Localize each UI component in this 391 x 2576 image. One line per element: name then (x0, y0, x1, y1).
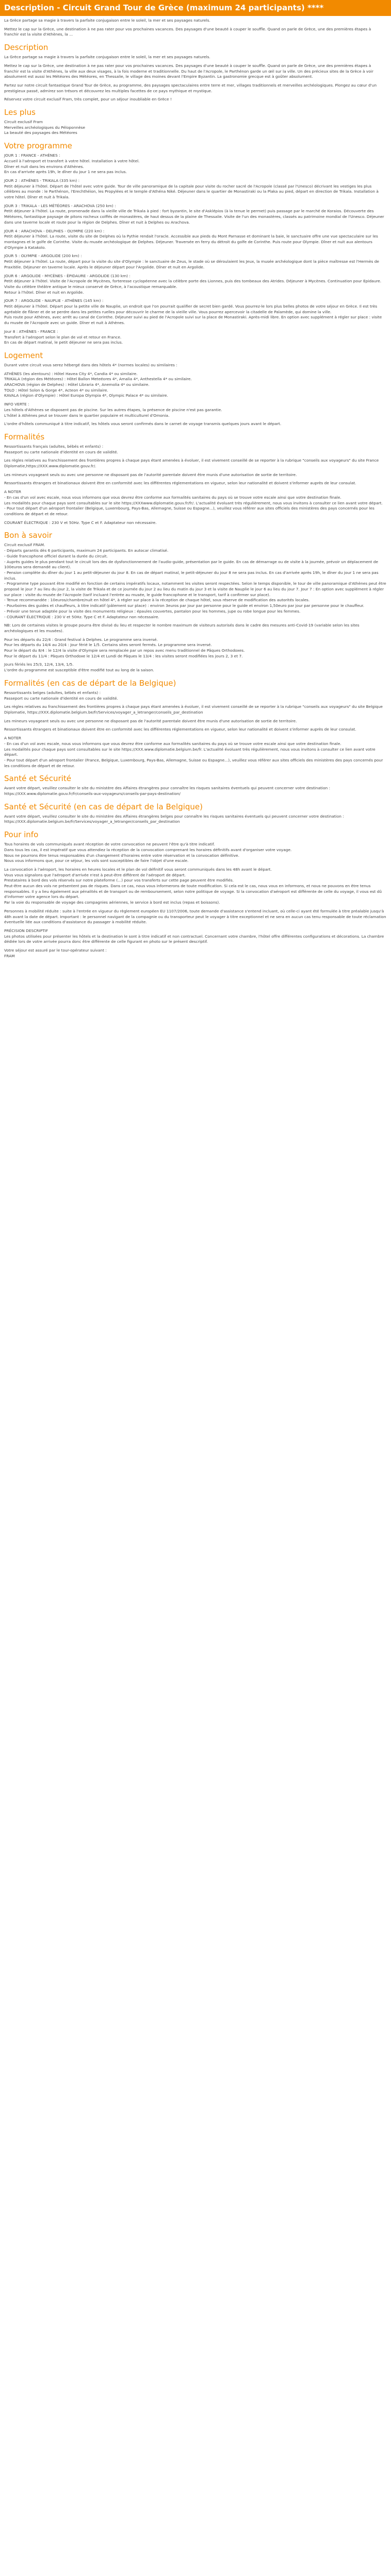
section-paragraph: JOUR 5 : OLYMPIE - ARGOLIDE (200 km) : Petit déjeuner à l'hôtel. La route, départ pour la visite du site d'Olympie : le sanctuaire de Zeus, le stade où se déroulaient les Jeux, la musée archéologique dont la pièce maîtresse est l'Hermès de Praxitèle. Déjeuner en taverne locale. Après le déjeuner départ pour l'Argolide. Dîner et nuit en Argolide. (4, 253, 379, 269)
section-paragraph: Avant votre départ, veuillez consulter le site du ministère des Affaires étrangères belges pour connaître les risques sanitaires éventuels qui peuvent concerner votre destination : https://XXX.diplomatie.belgium.be/fr/Services/voyager_a_letranger/conseils_par_destination (4, 814, 344, 824)
section-paragraph: Partez sur notre circuit fantastique Grand Tour de Grèce, au programme, des paysages spectaculaires entre terre et mer, villages traditionnels et merveilles archéologiques. Plongez au cœur d'un prestigieux passé, admirez son trésors et découvrez les multiples facettes de ce pays mythique et mystique. (4, 82, 377, 93)
section-paragraph: Ressortissants belges (adultes, bébés et enfants) : Passeport ou carte nationale d'identité en cours de validité. (4, 690, 118, 701)
section-10 (4, 829, 387, 959)
section-paragraph: JOUR 2 : ATHÈNES - TRIKALA (335 km) : Petit déjeuner à l'hôtel. Départ de l'hôtel avec votre guide. Tour de ville panoramique de la capitale pour visite du rocher sacré de l'Acropole (classé par l'Unesco) décrivant les vestiges les plus célèbres au monde : le Parthénon, l'Erechthéion, les Propylées et le temple d'Athéna Niké. Déjeuner dans le quartier de Monastiraki ou la Plaka au pied, départ en direction de Trikala. Installation à votre hôtel. Dîner et nuit à Trikala. (4, 178, 379, 200)
section-paragraph: JOUR 1 : FRANCE - ATHÈNES : Accueil à l'aéroport et transfert à votre hôtel. Installation à votre hôtel. Dîner et nuit dans les environs d'Athènes. En cas d'arrivée après 19h, le dîner du jour 1 ne sera pas inclus. (4, 153, 140, 175)
section-paragraph: La convocation à l'aéroport, les horaires en heures locales et le plan de vol définitif vous seront communiqués dans les 48h avant le départ. Vous vous signalons que l'aéroport d'arrivée n'est à peut-être différent de l'aéroport de départ. Prestataires à bord des vols réservés sur notre plateforme (...) pour vos transferts sur cette page peuvent être modifiés. Peut-être aucun des vols ne présentent pas de risques. Dans ce cas, nous vous informerons de toute modification. Si cela est le cas, nous vous en informons, et nous ne pouvons en être tenus responsables. Il y a lieu également aux pénalités et de transport ou de remboursement, selon notre politique de voyage. Si la convocation d'aéroport est différente de celle du voyage, il vous est dû d'informer votre agence lors du départ. Par la voie du responsable de voyage des compagnies aériennes, le service à bord est inclus (repas et boissons). (4, 867, 382, 905)
section-paragraph: INFO VERTE : Les hôtels d'Athènes se disposent pas de piscine. Sur les autres étapes, la présence de piscine n'est pas garantie. L'hôtel à Athènes peut se trouver dans le quartier populaire et multiculturel d'Omonia. (4, 402, 222, 418)
section-paragraph: Votre séjour est assuré par le tour-opérateur suivant : FRAM (4, 948, 107, 958)
section-paragraph: Ressortissants étrangers et binationaux doivent être en conformité avec les différentes réglementations en vigueur, selon leur nationalité et doivent s'informer auprès de leur consulat. (4, 481, 356, 486)
section-heading: Formalités (4, 432, 45, 442)
section-paragraph: Pour les départs du 22/4 : Grand festival à Delphes. Le programme sera inversé. Pour les départs du 14/4 au 20/4 : Jour férié le 1/5. Certains sites seront fermés. Le programme sera inversé. Pour le départ du 8/4 : le 12/4 la visite d'Olympie sera remplacée par un repos avec menu traditionnel de Pâques Orthodoxes. Pour le départ du 11/4 : Pâques Orthodoxe le 12/4 et Lundi de Pâques le 13/4 : les visites seront modifiées les jours 2, 3 et 7. (4, 637, 245, 658)
section-paragraph: Les mineurs voyageant seuls ou avec une personne ne disposant pas de l'autorité parentale doivent être munis d'une autorisation de sortie de territoire. (4, 472, 297, 477)
sections-container (4, 42, 387, 959)
section-paragraph: Jours fériés les 25/3, 12/4, 13/4, 1/5. L'ordre du programme est susceptible d'être modifié tout au long de la saison. (4, 662, 154, 673)
section-paragraph: Tous horaires de vols communiqués avant réception de votre convocation ne peuvent l'être qu'à titre indicatif. Dans tous les cas, il est impératif que vous attendiez la réception de la convocation comprenant les horaires définitifs avant d'organiser votre voyage. Nous ne pourrons être tenus responsables d'un changement d'horaires entre votre réservation et la convocation définitive. Nous vous informons que, pour ce séjour, les vols sont susceptibles de faire l'objet d'une escale. (4, 842, 292, 863)
section-heading: Description (4, 43, 48, 53)
section-paragraph: Les mineurs voyageant seuls ou avec une personne ne disposant pas de l'autorité parentale doivent être munis d'une autorisation de sortie de territoire. (4, 718, 297, 723)
description-content (0, 16, 391, 967)
section-paragraph: ATHÈNES (les alentours) : Hôtel Havea City 4*, Candia 4* ou similaire. TRIKALA (région des Météores) : Hôtel Ballon Meteéores 4*, Amalia 4*, Anthestella 4* ou similaire. ARACHOVA (région de Delphes) : Hôtel Libraria 4*, Anemolia 4* ou similaire. TOLO : Hôtel Solon & Gorge 4*, Acteon 4* ou similaire. KAVALA (région d'Olympie) : Hôtel Europa Olympia 4*, Olympic Palace 4* ou similaire. (4, 371, 192, 398)
section-paragraph: Circuit exclusif FRAM. - Départs garantis dès 6 participants, maximum 24 participants. En autocar climatisé. - Guide francophone officiel durant la durée du circuit. - Auprès guides le plus pendant tout le circuit lors des de dysfonctionnement de l'audio-guide, présentation par le guide. En cas de démarrage ou de visite à la journée, prévoir un déplacement de 100euros sera demandé au client). - Pension complète du dîner du jour 1 au petit-déjeuner du jour 8. En cas de départ matinal, le petit-déjeuner du jour 8 ne sera pas inclus. En cas d'arrivée après 19h, le dîner du jour 1 ne sera pas inclus. - Programme type pouvant être modifié en fonction de certains impératifs locaux, notamment les visites seront respectées. Selon le temps disponible, le tour de ville panoramique d'Athènes peut être proposé le jour 7 au lieu du jour 2, la visite de Trikala et de ce journée du jour 2 au lieu du matin du jour 3 et la visite de Nauplie le jour 6 au lieu du jour 7. Jour 7 : En option avec supplément à régler sur place : visite du musée de l'Acropole (tarif incluant l'entrée au musée, le guide francophone et le transport, tarif à confirmer sur place). - Tenue recommandée : 10euros/chambre/nuit en hôtel 4*, à régler sur place à la réception de chaque hôtel, sous réserve de modification des autorités locales. - Pourboires des guides et chauffeurs, à titre indicatif (pâlement sur place) : environ 3euros par jour par personne pour le guide et environ 1,50euro par jour par personne pour le chauffeur. - Prévoir une tenue adaptée pour la visite des monuments religieux : épaules couvertes, pantalon pour les hommes, jupe ou robe longue pour les femmes. - COURANT ÉLECTRIQUE : 230 V et 50Hz. Type C et F. Adaptateur non nécessaire. (4, 543, 386, 619)
section-5 (4, 432, 387, 526)
section-6 (4, 530, 387, 673)
section-paragraph: JOUR 4 : ARACHOVA - DELPHES - OLYMPIE (220 km) : Petit déjeuner à l'hôtel. La route, visite du site de Delphes où la Pythie rendait l'oracle. Accessible aux pieds du Mont Parnasse et dominant la baie, le sanctuaire offre une vue spectaculaire sur les montagnes et le golfe de Corinthe. Visite du musée archéologique de Delphes. Déjeuner. Traversée en ferry du détroit du golfe de Corinthe. Puis route pour Olympie. Dîner et nuit aux alentours d'Olympie à Katakolo. (4, 228, 378, 250)
section-paragraph: JOUR 6 : ARGOLIDE - MYCÈNES - ÉPIDAURE - ARGOLIDE (130 km) : Petit déjeuner à l'hôtel. Visite de l'Acropole de Mycènes, forteresse cyclopéenne avec la célèbre porte des Lionnes, puis des tombeaux des Atrides. Déjeuner à Mycènes. Continuation pour Epidaure. Visite du célèbre théâtre antique le mieux conservé de Grèce, à l'acoustique remarquable. Retour à l'hôtel. Dîner et nuit en Argolide. (4, 273, 382, 295)
section-3 (4, 141, 387, 346)
section-heading: Pour info (4, 830, 39, 840)
section-paragraph: PRÉCISION DESCRIPTIF Les photos utilisées pour présenter les hôtels et la destination le sont à titre indicatif et non contractuel. Concernant votre chambre, l'hôtel offre différentes configurations et décorations. La chambre dédiée lors de votre arrivée pourra donc être différente de celle figurant en photo sur le présent descriptif. (4, 928, 384, 944)
section-paragraph: JOUR 3 : TRIKALA - LES MÉTÉORES - ARACHOVA (250 km) : Petit déjeuner à l'hôtel. La route, promenade dans la vieille ville de Trikala à pied : fort byzantin, le site d'Asklépios (à la tenue le permet) puis passage par le marché de Koraios. Découverte des Météores, fantastique paysage de pitons rocheux coiffés de monastères, de haut dessus de la plaine de Thessalie. Visite de l'un des monastères, classés au patrimoine mondial de l'Unesco. Déjeuner dans une taverne locale et route pour la région de Delphes. Dîner et nuit à Delphes ou Arachova. (4, 203, 384, 225)
intro-teaser: Mettez le cap sur la Grèce, une destination à ne pas rater pour vos prochaines vacances. Des paysages d'une beauté à couper le souffle. Quand on parle de Grèce, une des premières étapes à franchir est la visite d'Athènes, la ... (4, 26, 371, 37)
section-paragraph: Ressortissants français (adultes, bébés et enfants) : Passeport ou carte nationale d'identité en cours de validité. (4, 444, 118, 454)
page (0, 0, 391, 967)
section-paragraph: A NOTER - En cas d'un vol avec escale, nous vous informons que vous devrez être conforme aux formalités sanitaires du pays où se trouve votre escale ainsi que votre destination finale. Les modalités pour chaque pays sont consultables sur le site https://XXX.www.diplomatie.belgium.be/fr. L'actualité évoluant très régulièrement, nous vous invitons à consulter ce lien avant votre départ. - Pour tout départ d'un aéroport frontalier (France, Belgique, Luxembourg, Pays-Bas, Allemagne, Suisse ou Espagne...), veuillez vous référer aux sites officiels des ministères des pays concernés pour les conditions de départ et de retour. (4, 736, 383, 768)
section-paragraph: L'ordre d'hôtels communiqué à titre indicatif, les hôtels vous seront confirmés dans le carnet de voyage transmis quelques jours avant le départ. (4, 421, 282, 427)
intro-text: La Grèce partage sa magie à travers la parfaite conjugaison entre le soleil, la mer et ses paysages naturels. (4, 18, 210, 23)
section-heading: Santé et Sécurité (en cas de départ de la Belgique) (4, 802, 203, 811)
section-paragraph: A NOTER - En cas d'un vol avec escale, nous vous informons que vous devrez être conforme aux formalités sanitaires du pays où se trouve votre escale ainsi que votre destination finale. Les modalités pour chaque pays sont consultables sur le site https://XXXwww.diplomatie.gouv.fr/fr/. L'actualité évoluant très régulièrement, nous vous invitons à consulter ce lien avant votre départ. - Pour tout départ d'un aéroport frontalier (Belgique, Luxembourg, Pays-Bas, Allemagne, Suisse ou Espagne...), veuillez vous référer aux sites officiels des ministères des pays concernés pour les conditions de départ et de retour. (4, 489, 383, 516)
section-2 (4, 107, 387, 136)
section-paragraph: Mettez le cap sur la Grèce, une destination à ne pas rater pour vos prochaines vacances. Des paysages d'une beauté à couper le souffle. Quand on parle de Grèce, une des premières étapes à franchir est la visite d'Athènes, la ville aux deux visages, à la fois moderne et traditionnelle. Du haut de l'Acropole, le Parthénon garde un œil sur la ville. Un des précieux sites de la Grèce à voir absolument est aussi les Météores des Météores, en Thessalie, le village des moines devant l'Empire Byzantin. La gastronomie grecque est à goûter absolument. (4, 63, 373, 79)
section-paragraph: Durant votre circuit vous serez hébergé dans des hôtels 4* (normes locales) ou similaires : (4, 362, 177, 367)
section-paragraph: JOUR 7 : ARGOLIDE - NAUPLIE - ATHÈNES (145 km) : Petit déjeuner à l'hôtel. Départ pour la petite ville de Nauplie, un endroit que l'on pourrait qualifier de secret bien gardé. Vous pourrez-le lors plus belles photos de votre séjour en Grèce. Il est très agréable de flâner et de se perdre dans les petites ruelles pour découvrir le charme de la vieille ville. Vous pourrez apercevoir la citadelle de Palamède, qui domine la ville. Puis route pour Athènes, avec arrêt au canal de Corinthe. Déjeuner suivi au pied de l'Acropole suivi sur la place de Monastiraki. Après-midi libre. En option avec supplément à régler sur place : visite du musée de l'Acropole avec un guide. Dîner et nuit à Athènes. (4, 298, 382, 326)
section-heading: Bon à savoir (4, 531, 53, 540)
section-1 (4, 42, 387, 103)
section-paragraph: Personnes à mobilité réduite : suite à l'entrée en vigueur du règlement européen EU 1107/2006, toute demande d'assistance s'entend incluant, où celle-ci ayant été formulée à titre préalable jusqu'à 48h avant la date de départ. Important : le personnel navigant de la compagnie ou du transporteur peut le voyager à titre exceptionnel et ne sera en aucun cas tenu responsable de toute réclamation éventuelle liée aux conditions d'assistance du passager à mobilité réduite. (4, 908, 386, 925)
section-paragraph: Les règles relatives au franchissement des frontières propres à chaque pays étant amenées à évoluer, il est vivement conseillé de se reporter à la rubrique "conseils aux voyageurs" du site France Diplomatie,https://XXX.www.diplomatie.gouv.fr/. (4, 458, 379, 469)
section-4 (4, 350, 387, 427)
section-paragraph: La Grèce partage sa magie à travers la parfaite conjugaison entre le soleil, la mer et ses paysages naturels. (4, 55, 210, 60)
section-9 (4, 802, 387, 825)
section-heading: Formalités (en cas de départ de la Belgique) (4, 678, 176, 688)
section-8 (4, 773, 387, 796)
section-paragraph: Ressortissants étrangers et binationaux doivent être en conformité avec les différentes réglementations en vigueur, selon leur nationalité et doivent s'informer auprès de leur consulat. (4, 727, 356, 732)
section-7 (4, 678, 387, 769)
section-paragraph: Les règles relatives au franchissement des frontières propres à chaque pays étant amenées à évoluer, il est vivement conseillé de se reporter à la rubrique "conseils aux voyageurs" du site Belgique Diplomatie, https://XXX.diplomatie.belgium.be/fr/Services/voyager_a_letranger/conseils_par_destination (4, 704, 383, 715)
section-heading: Santé et Sécurité (4, 774, 71, 784)
section-paragraph: Réservez votre circuit exclusif Fram, très complet, pour un séjour inoubliable en Grèce ! (4, 97, 172, 102)
section-paragraph: NB: Lors de certaines visites le groupe pourra être divisé du lieu et respecter le nombre maximum de visiteurs autorisés dans le cadre des mesures anti-Covid-19 (variable selon les sites archéologiques et les musées). (4, 623, 360, 633)
section-paragraph: COURANT ÉLECTRIQUE : 230 V et 50Hz. Type C et F. Adaptateur non nécessaire. (4, 520, 157, 525)
section-heading: Logement (4, 350, 43, 360)
page-title: Description - Circuit Grand Tour de Grèce (maximum 24 participants) **** (0, 0, 391, 16)
section-paragraph: Circuit exclusif Fram Merveilles archéologiques du Péloponnèse La beauté des paysages des Météores (4, 120, 86, 135)
section-paragraph: Avant votre départ, veuillez consulter le site du ministère des Affaires étrangères pour connaître les risques sanitaires éventuels qui peuvent concerner votre destination : https://XXX.www.diplomatie.gouv.fr/fr/conseils-aux-voyageurs/conseils-par-pays-destination/ (4, 786, 331, 796)
section-paragraph: Jour 8 : ATHÈNES - FRANCE : Transfert à l'aéroport selon le plan de vol et retour en France. En cas de départ matinal, le petit déjeuner ne sera pas inclus. (4, 329, 123, 345)
section-heading: Votre programme (4, 141, 72, 151)
section-heading: Les plus (4, 108, 36, 117)
